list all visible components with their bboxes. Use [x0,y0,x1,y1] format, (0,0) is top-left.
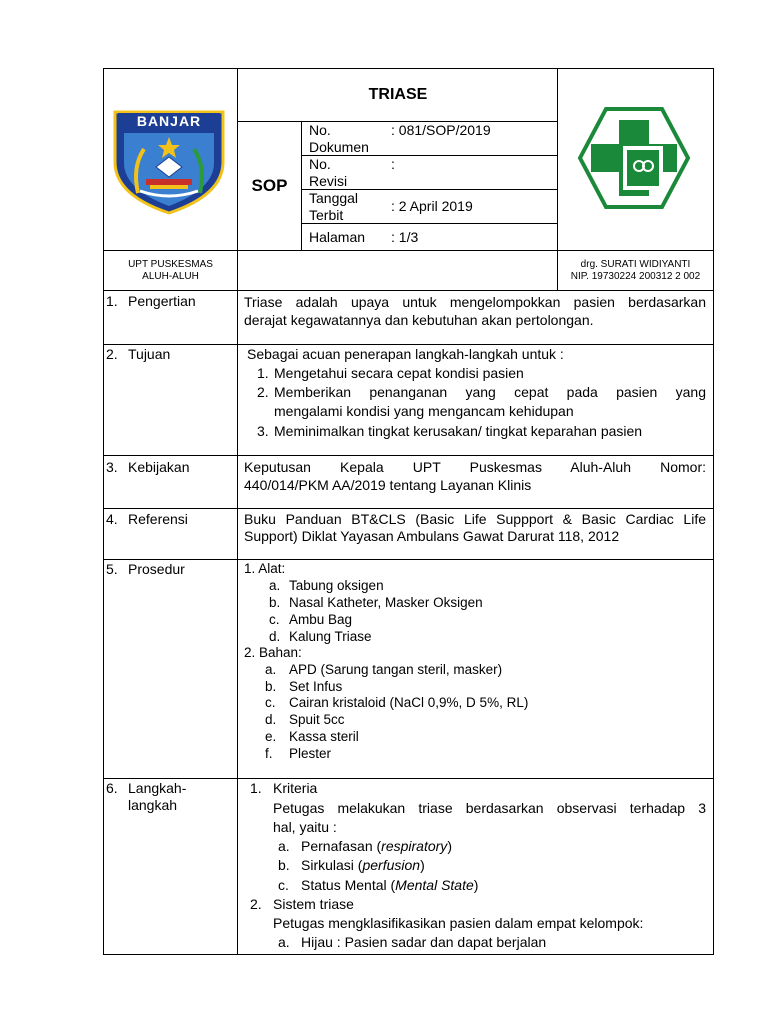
bahan-letter: c. [265,695,276,710]
meta-label-no-revisi [309,156,347,190]
document-title: TRIASE [368,86,428,103]
tujuan-item-3: Meminimalkan tingkat kerusakan/ tingkat keparahan pasien [274,423,643,439]
meta-value-no-dokumen: : 081/SOP/2019 [391,122,491,138]
section-label-tujuan: Tujuan [128,346,171,362]
signer-name: drg. SURATI WIDIYANTI [580,259,691,270]
section-label-kebijakan: Kebijakan [128,459,190,475]
kriteria-num: 1. [250,780,262,796]
label-line2: langkah [128,797,178,813]
org-name [104,259,237,283]
meta-label-tanggal-terbit [309,190,358,224]
section-number: 5. [106,561,118,577]
meta-label-line2: Terbit [309,207,344,223]
alat-letter: b. [269,595,281,610]
sop-label: SOP [251,176,288,195]
signer-nip: NIP. 19730224 200312 2 002 [570,271,701,282]
section-number: 3. [106,459,118,475]
org-line1: UPT PUSKESMAS [128,259,213,270]
kriteria-item [301,838,452,855]
signer-block [558,259,713,283]
meta-label-line1: Tanggal [309,190,359,206]
kriteria-item-suffix: ) [420,857,425,873]
kriteria-item-italic: perfusion [362,857,421,873]
kriteria-item [301,877,478,894]
alat-item: Ambu Bag [289,612,353,627]
kriteria-desc-line1: Petugas melakukan triase berdasarkan observasi terhadap 3 [273,800,706,816]
kriteria-item-italic: Mental State [395,877,474,893]
alat-item: Tabung oksigen [289,578,384,593]
tujuan-item-2-line2: mengalami kondisi yang mengancam kehidupan [274,403,574,419]
tujuan-item-1: Mengetahui secara cepat kondisi pasien [274,365,524,381]
meta-label-line1: No. [309,122,331,138]
section-label-langkah [128,780,186,814]
referensi-line2: Support) Diklat Yayasan Ambulans Gawat Darurat 118, 2012 [244,528,620,544]
kriteria-item-text: Status Mental ( [301,877,396,893]
pengertian-line2: derajat kegawatannya dan kebutuhan akan pertolongan. [244,312,594,328]
kriteria-item [301,857,425,874]
alat-item: Kalung Triase [289,629,372,644]
alat-item: Nasal Katheter, Masker Oksigen [289,595,483,610]
kriteria-item-suffix: ) [473,877,479,893]
kriteria-item-text: Pernafasan ( [301,838,382,854]
sistem-item: Hijau : Pasien sadar dan dapat berjalan [301,934,547,950]
banjar-logo-text: BANJAR [136,113,202,129]
alat-letter: d. [269,629,281,644]
meta-value-tanggal-terbit: : 2 April 2019 [391,198,473,214]
section-label-pengertian: Pengertian [128,293,196,309]
meta-label-line1: No. [309,156,331,172]
bahan-item: Plester [289,746,332,761]
tujuan-item-num: 1. [257,365,269,381]
kebijakan-line1: Keputusan Kepala UPT Puskesmas Aluh-Aluh Nomor: [244,459,706,475]
section-number: 2. [106,346,118,362]
kriteria-item-italic: respiratory [381,838,448,854]
sistem-title: Sistem triase [273,896,354,912]
bahan-item: Spuit 5cc [289,712,345,727]
bahan-item: Kassa steril [289,729,359,744]
sistem-desc: Petugas mengklasifikasikan pasien dalam empat kelompok: [273,915,644,931]
meta-label-line2: Dokumen [309,139,369,155]
section-label-referensi: Referensi [128,511,188,527]
alat-title: 1. Alat: [244,561,286,576]
bahan-item: Cairan kristaloid (NaCl 0,9%, D 5%, RL) [289,695,529,710]
kriteria-title: Kriteria [273,780,318,796]
org-line2: ALUH-ALUH [142,271,199,282]
bahan-title: 2. Bahan: [244,645,302,660]
bahan-letter: a. [265,662,277,677]
kriteria-item-suffix: ) [447,838,452,854]
bahan-letter: d. [265,712,277,727]
kriteria-letter: b. [278,857,290,873]
kebijakan-line2: 440/014/PKM AA/2019 tentang Layanan Klinis [244,477,532,493]
kriteria-desc-line2: hal, yaitu : [273,819,337,835]
alat-letter: a. [269,578,281,593]
meta-label-no-dokumen [309,122,369,156]
kriteria-item-text: Sirkulasi ( [301,857,363,873]
meta-value-halaman: : 1/3 [391,229,419,245]
bahan-letter: f. [265,746,273,761]
bahan-item: APD (Sarung tangan steril, masker) [289,662,503,677]
bahan-letter: e. [265,729,277,744]
section-number: 1. [106,293,118,309]
meta-label-halaman: Halaman [309,229,366,245]
bahan-letter: b. [265,679,277,694]
tujuan-item-2-line1: Memberikan penanganan yang cepat pada pasien yang [274,384,706,400]
meta-label-line2: Revisi [309,173,348,189]
sistem-letter: a. [278,934,290,950]
section-label-prosedur: Prosedur [128,561,185,577]
tujuan-item-num: 2. [257,384,269,400]
section-number: 4. [106,511,118,527]
bahan-item: Set Infus [289,679,343,694]
tujuan-intro: Sebagai acuan penerapan langkah-langkah untuk : [247,346,564,362]
meta-value-no-revisi: : [391,156,395,172]
section-number: 6. [106,780,118,796]
referensi-line1: Buku Panduan BT&CLS (Basic Life Suppport & Basic Cardiac Life [244,511,706,527]
puskesmas-logo [577,106,691,210]
kriteria-letter: a. [278,838,290,854]
alat-letter: c. [269,612,280,627]
pengertian-line1: Triase adalah upaya untuk mengelompokkan pasien berdasarkan [244,294,706,310]
banjar-emblem-logo [110,107,228,217]
tujuan-item-num: 3. [257,423,269,439]
sistem-num: 2. [250,896,262,912]
label-line1: Langkah- [128,780,187,796]
kriteria-letter: c. [278,877,289,893]
